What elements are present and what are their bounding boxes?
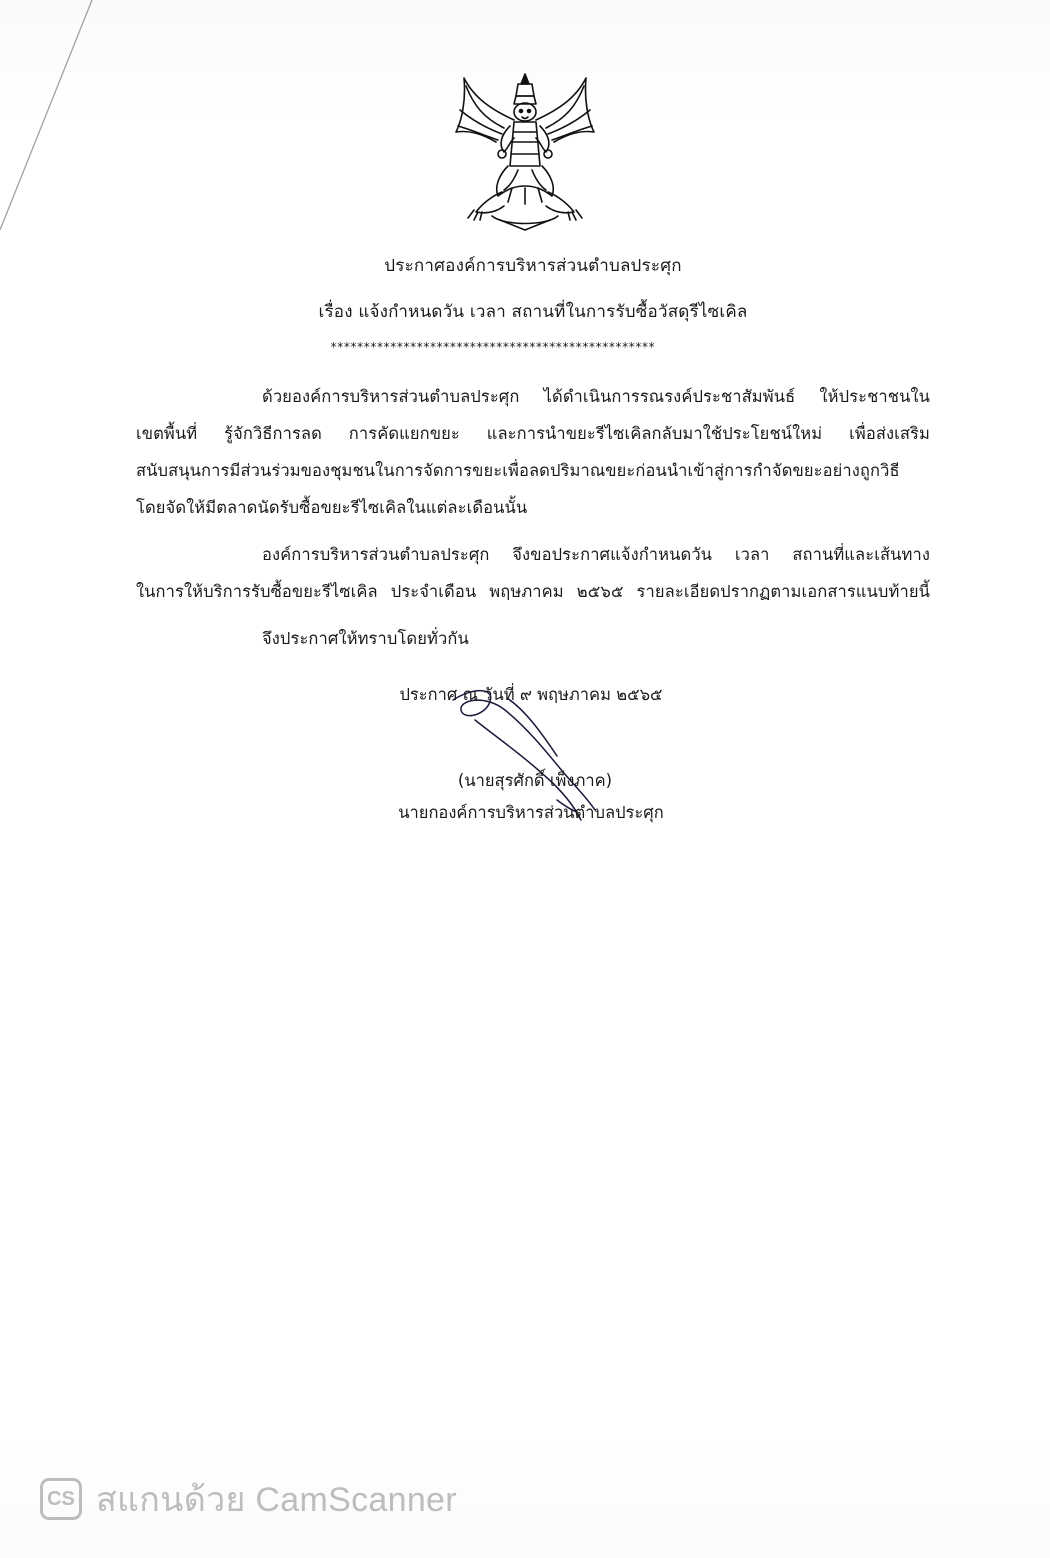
camscanner-watermark <box>40 1474 457 1524</box>
announcement-date: ประกาศ ณ วันที่ ๙ พฤษภาคม ๒๕๖๕ <box>399 685 663 704</box>
paragraph-1-line-3: สนับสนุนการมีส่วนร่วมของชุมชนในการจัดการขยะเพื่อลดปริมาณขยะก่อนนำเข้าสู่การกำจัดขยะอย่างถูกวิธี <box>136 461 900 480</box>
paragraph-2-line-1: องค์การบริหารส่วนตำบลประศุก จึงขอประกาศแจ้งกำหนดวัน เวลา สถานที่และเส้นทาง <box>262 545 930 564</box>
signer-name: (นายสุรศักดิ์ เพ็งภาค) <box>457 771 613 790</box>
announcement-title: ประกาศองค์การบริหารส่วนตำบลประศุก <box>384 256 682 276</box>
camscanner-logo-icon: CS <box>40 1478 82 1520</box>
watermark-text: สแกนด้วย CamScanner <box>96 1481 457 1519</box>
signer-position: นายกองค์การบริหารส่วนตำบลประศุก <box>398 803 664 822</box>
page-fold-line <box>0 0 100 240</box>
closing-text: จึงประกาศให้ทราบโดยทั่วกัน <box>262 629 469 648</box>
separator-stars: ************************************************* <box>330 340 655 354</box>
paragraph-1-line-1: ด้วยองค์การบริหารส่วนตำบลประศุก ได้ดำเนินการรณรงค์ประชาสัมพันธ์ ให้ประชาชนใน <box>262 387 930 406</box>
paragraph-2-line-2: ในการให้บริการรับซื้อขยะรีไซเคิล ประจำเดือน พฤษภาคม ๒๕๖๕ รายละเอียดปรากฏตามเอกสารแนบท้ายนี้ <box>136 582 930 601</box>
paragraph-1-line-4: โดยจัดให้มีตลาดนัดรับซื้อขยะรีไซเคิลในแต่ละเดือนนั้น <box>136 498 528 517</box>
garuda-emblem-icon <box>452 70 598 232</box>
announcement-subject: เรื่อง แจ้งกำหนดวัน เวลา สถานที่ในการรับซื้อวัสดุรีไซเคิล <box>318 302 748 322</box>
paragraph-1-line-2: เขตพื้นที่ รู้จักวิธีการลด การคัดแยกขยะ และการนำขยะรีไซเคิลกลับมาใช้ประโยชน์ใหม่ เพื่อส่งเสริม <box>136 424 930 443</box>
